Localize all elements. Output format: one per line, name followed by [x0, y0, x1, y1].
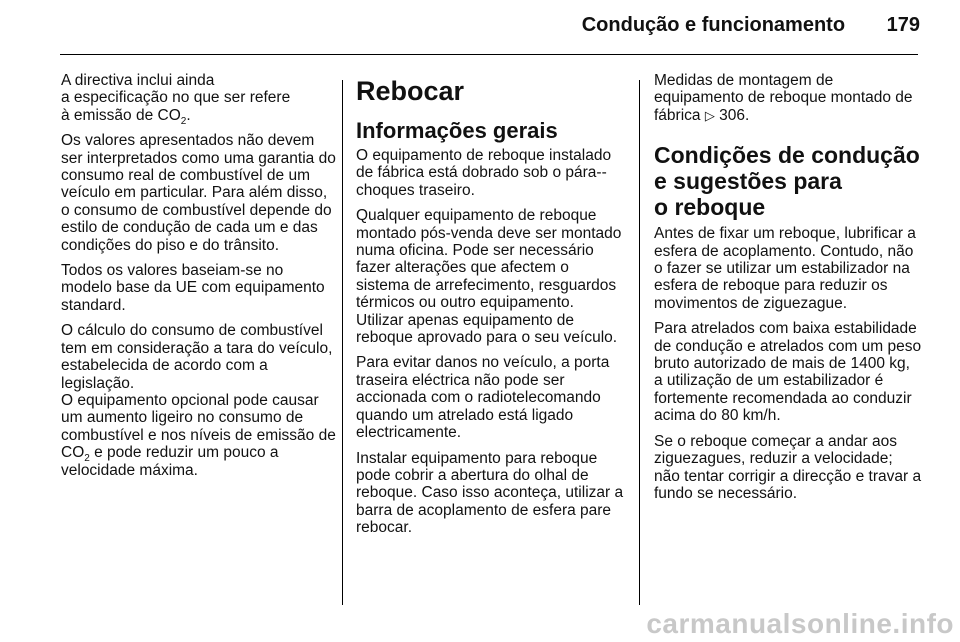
- heading-line: Condições de condução: [654, 142, 920, 169]
- text-line: A directiva inclui ainda: [61, 72, 215, 89]
- text-punct: .: [186, 106, 191, 124]
- paragraph-zigzag: Se o reboque começar a andar aos ziguezagues, reduzir a velocidade; não tentar corrigir a direcção e travar a fundo se necessário.: [654, 432, 922, 502]
- paragraph-tailgate: Para evitar danos no veículo, a porta traseira eléctrica não pode ser accionada com o radiotelecomando quando um atrelado está ligado electricamente.: [356, 354, 610, 442]
- paragraph-values: Os valores apresentados não devem ser interpretados como uma garantia do consumo real de combustível de um veículo em particular. Para além disso, o consumo de combustível depende do estilo de condução de cada um e das condições do piso e do trânsito.: [61, 132, 336, 254]
- paragraph-factory-towbar: O equipamento de reboque instalado de fábrica está dobrado sob o pára--choques traseiro.: [356, 147, 612, 199]
- column-middle: [356, 72, 624, 545]
- paragraph-calculation: O cálculo do consumo de combustível tem em consideração a tara do veículo, estabelecida de acordo com a legislação.: [61, 322, 333, 392]
- text-segment: O equipamento opcional pode causar um aumento ligeiro no consumo de combustível e nos níveis de emissão de CO: [61, 391, 336, 462]
- header-rule: [60, 54, 918, 55]
- watermark-text: carmanualsonline.info: [646, 608, 954, 639]
- subscript: 2: [180, 115, 187, 127]
- paragraph-aftermarket: Qualquer equipamento de reboque montado pós-venda deve ser montado numa oficina. Pode ser necessário fazer alterações que afectem o sistema de arrefecimento, resguardos térmicos ou outro equipamento. Utilizar apenas equipamento de reboque aprovado para o seu veículo.: [356, 207, 622, 347]
- page-header: [582, 14, 920, 37]
- text-line: a especificação no que ser refere: [61, 89, 291, 107]
- column-left: [61, 72, 337, 487]
- paragraph-lubricate: Antes de fixar um reboque, lubrificar a esfera de acoplamento. Contudo, não o fazer se utilizar um estabilizador na esfera de reboque para reduzir os movimentos de ziguezague.: [654, 225, 916, 312]
- page-number: 179: [886, 14, 920, 36]
- paragraph-base-model: Todos os valores baseiam-se no modelo base da UE com equipamento standard.: [61, 262, 325, 314]
- section-heading-driving-conditions: [654, 142, 922, 220]
- column-divider-2: [639, 80, 640, 605]
- paragraph-mounting: [654, 72, 922, 124]
- paragraph-optional-equipment: [61, 392, 337, 479]
- section-heading-rebocar: Rebocar: [356, 76, 465, 106]
- paragraph-directive: [61, 72, 337, 127]
- paragraph-towing-eye: Instalar equipamento para reboque pode cobrir a abertura do olhal de reboque. Caso isso aconteça, utilizar a barra de acoplamento de esfera pare rebocar.: [356, 449, 624, 537]
- heading-line: e sugestões para: [654, 168, 842, 195]
- paragraph-stabilizer: Para atrelados com baixa estabilidade de condução e atrelados com um peso bruto autorizado de mais de 1400 kg, a utilização de um estabilizador é fortemente recomendada ao conduzir acima do 80 km/h.: [654, 320, 922, 425]
- page-title: Condução e funcionamento: [581, 14, 846, 36]
- page-reference-arrow-icon[interactable]: ▷: [704, 107, 715, 123]
- column-right: [654, 72, 922, 510]
- text-line: à emissão de CO: [61, 106, 181, 124]
- heading-line: o reboque: [654, 194, 766, 221]
- text-segment: e pode reduzir um pouco a velocidade máxima.: [61, 444, 279, 479]
- page-reference[interactable]: 306.: [714, 106, 750, 124]
- column-divider-1: [342, 80, 343, 605]
- subsection-heading-general: Informações gerais: [356, 118, 558, 143]
- subscript: 2: [84, 453, 90, 465]
- text-segment: Medidas de montagem de equipamento de reboque montado de fábrica: [654, 72, 913, 124]
